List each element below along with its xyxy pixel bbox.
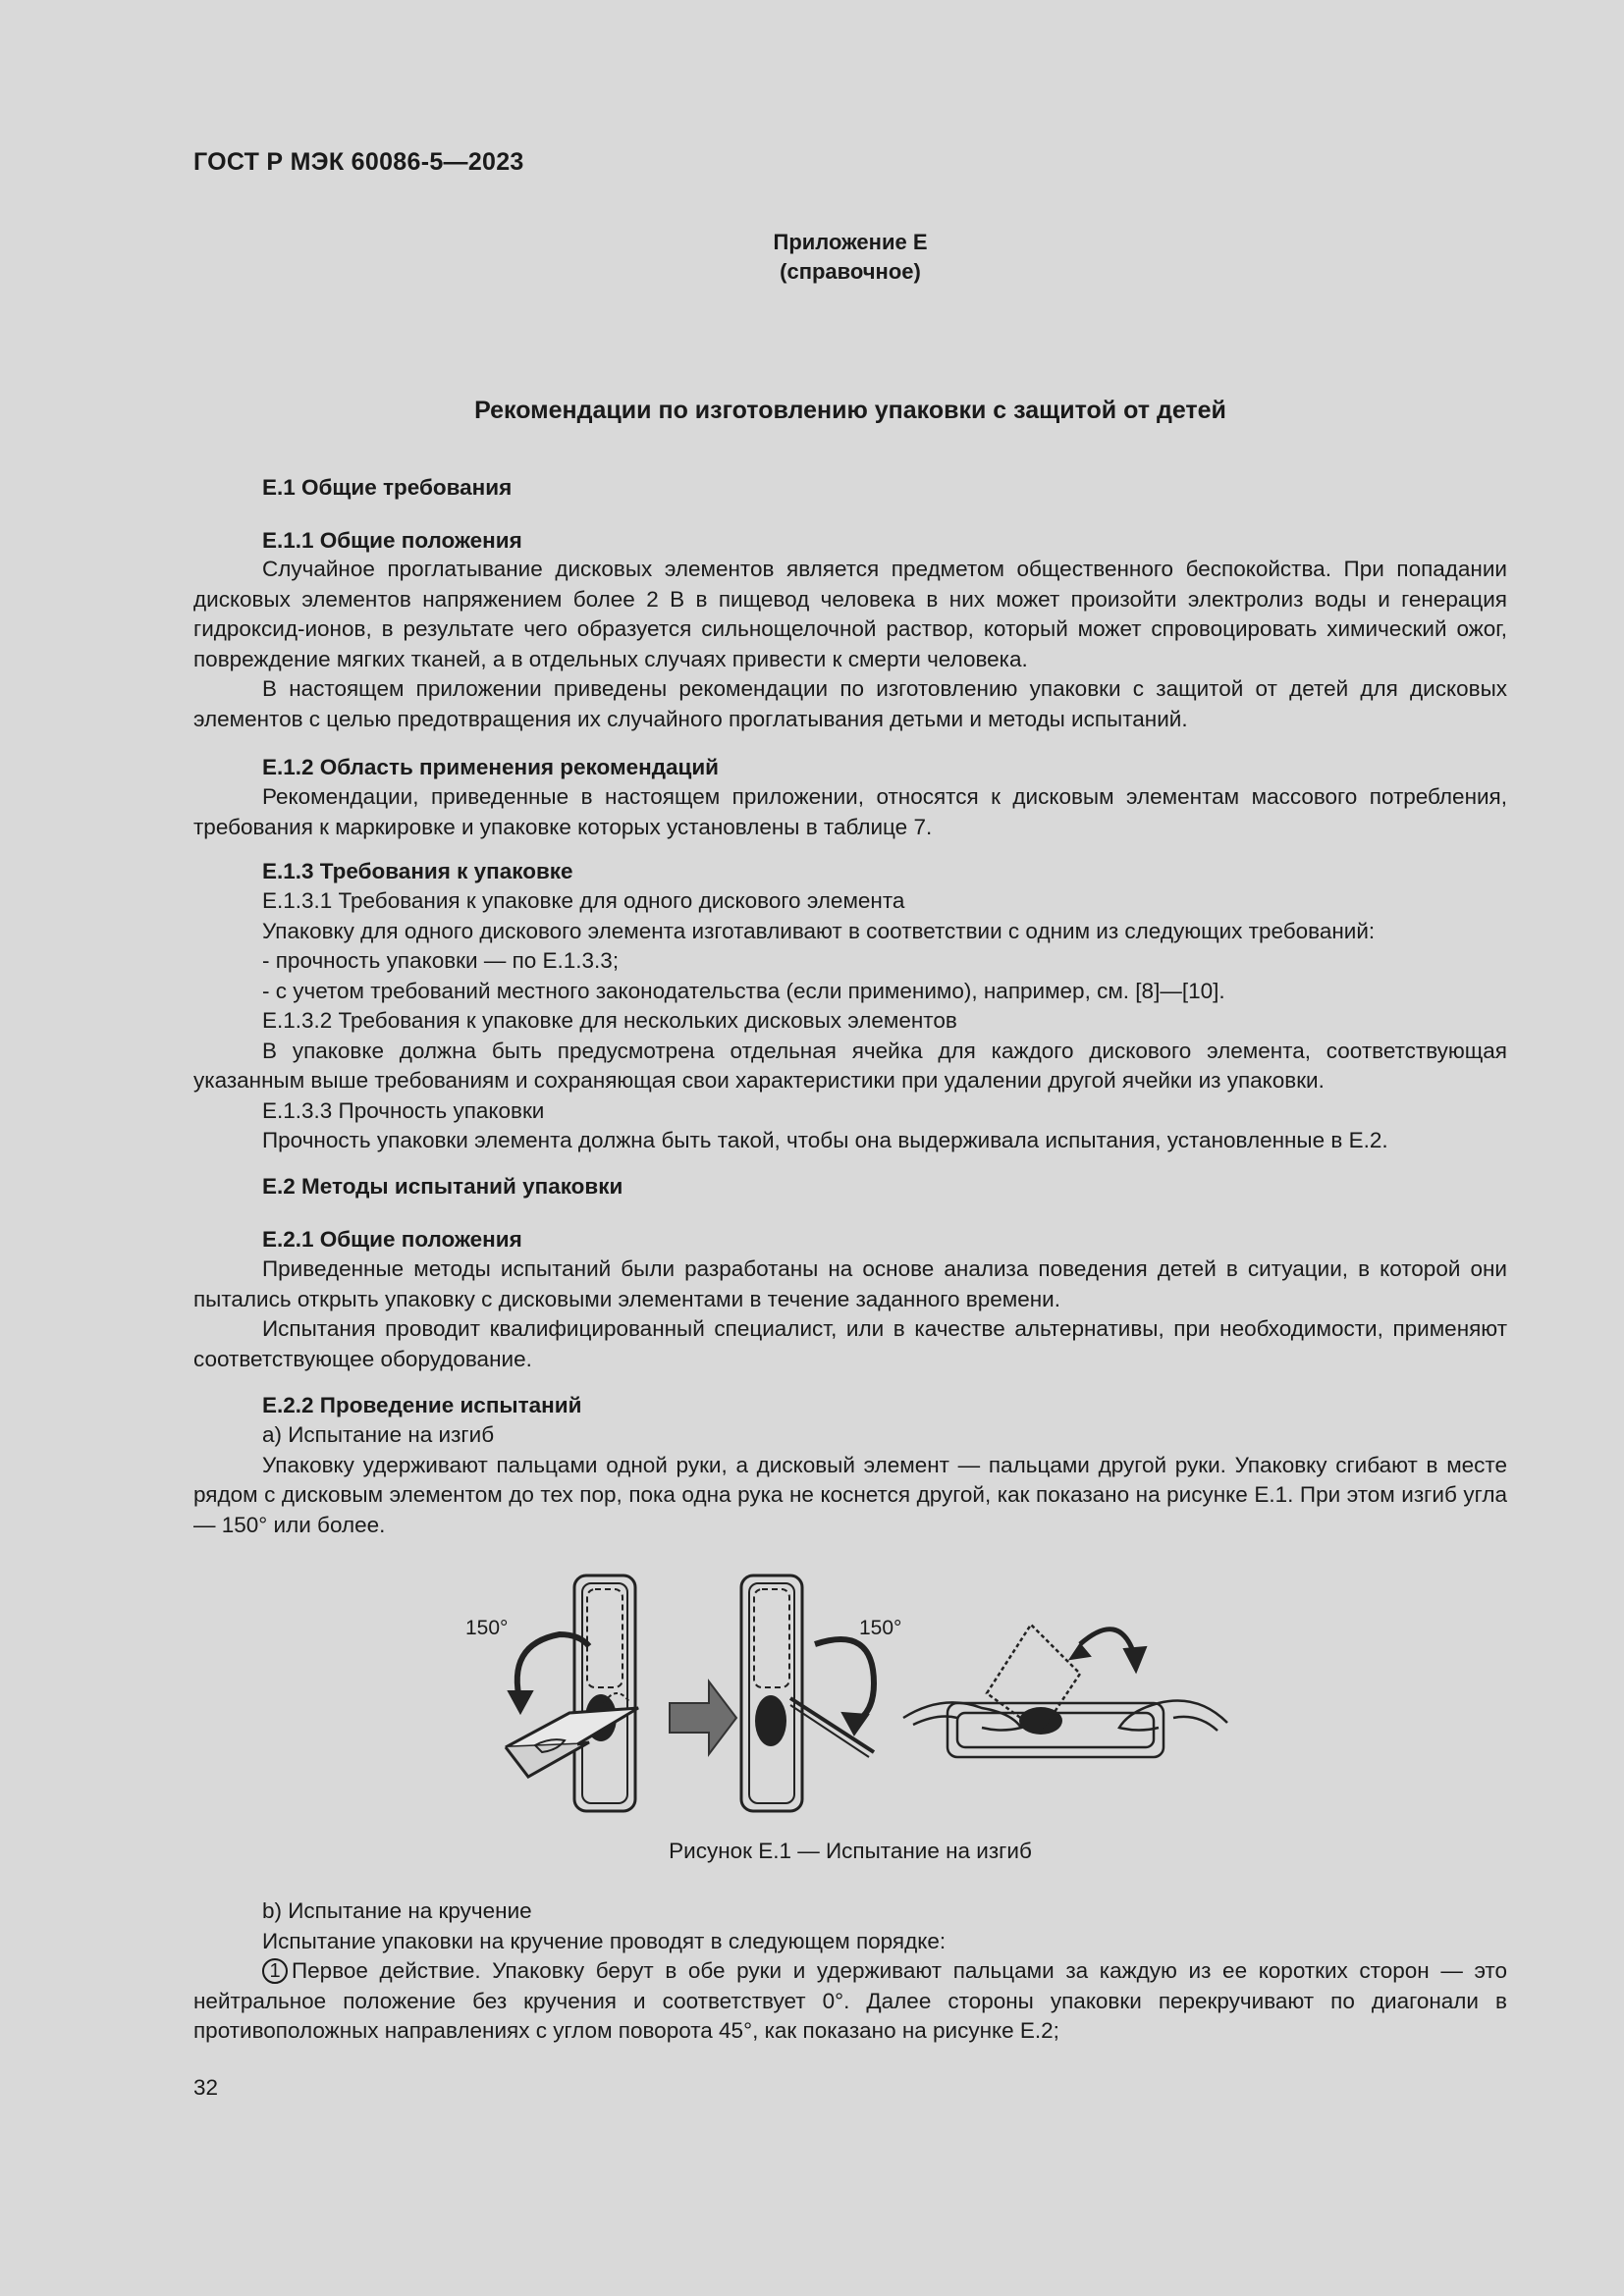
subheading-e22b: b) Испытание на кручение	[262, 1898, 532, 1923]
list-item: - прочность упаковки — по Е.1.3.3;	[262, 948, 620, 973]
heading-e11: Е.1.1 Общие положения	[262, 528, 522, 553]
transition-arrow-icon	[670, 1682, 736, 1754]
subheading-e132: Е.1.3.2 Требования к упаковке для нескольких дисковых элементов	[262, 1008, 957, 1033]
paragraph-text: Первое действие. Упаковку берут в обе руки и удерживают пальцами за каждую из ее коротких сторон — это нейтральное положение без кручения и соответствует 0°. Далее стороны упаковки перекручивают по диагонали в противоположных направлениях с углом поворота 45°, как показано на рисунке Е.2;	[193, 1958, 1507, 2043]
angle-label-right: 150°	[859, 1617, 902, 1639]
figure-caption: Рисунок Е.1 — Испытание на изгиб	[669, 1839, 1032, 1863]
paragraph: Рекомендации, приведенные в настоящем приложении, относятся к дисковым элементам массового потребления, требования к маркировке и упаковке которых установлены в таблице 7.	[193, 784, 1507, 839]
paragraph: Случайное проглатывание дисковых элементов является предметом общественного беспокойства. При попадании дисковых элементов напряжением более 2 В в пищевод человека в них может произойти электролиз воды и генерация гидроксид-ионов, в результате чего образуется сильнощелочной раствор, который может спровоцировать химический ожог, повреждение мягких тканей, а в отдельных случаях привести к смерти человека.	[193, 557, 1507, 671]
page-number: 32	[193, 2075, 219, 2100]
paragraph: В настоящем приложении приведены рекомендации по изготовлению упаковки с защитой от детей для дисковых элементов с целью предотвращения их случайного проглатывания детьми и методы испытаний.	[193, 676, 1507, 731]
heading-e12: Е.1.2 Область применения рекомендаций	[262, 755, 719, 779]
heading-e22: Е.2.2 Проведение испытаний	[262, 1393, 582, 1417]
angle-label-left: 150°	[465, 1617, 509, 1639]
paragraph	[193, 1956, 1507, 2047]
list-item: - с учетом требований местного законодательства (если применимо), например, см. [8]—[10].	[262, 978, 1225, 1003]
paragraph: Прочность упаковки элемента должна быть такой, чтобы она выдерживала испытания, установленные в Е.2.	[262, 1128, 1388, 1152]
heading-e2: Е.2 Методы испытаний упаковки	[262, 1174, 623, 1199]
annex-type: (справочное)	[780, 259, 921, 284]
main-title: Рекомендации по изготовлению упаковки с защитой от детей	[474, 397, 1226, 424]
paragraph: Упаковку удерживают пальцами одной руки, а дисковый элемент — пальцами другой руки. Упаковку сгибают в месте рядом с дисковым элементом до тех пор, пока одна рука не коснется другой, как показано на рисунке Е.1. При этом изгиб угла — 150° или более.	[193, 1452, 1507, 1537]
section-e22b-body	[193, 1896, 1507, 2047]
heading-e1: Е.1 Общие требования	[262, 475, 513, 500]
paragraph: Упаковку для одного дискового элемента изготавливают в соответствии с одним из следующих требований:	[262, 918, 1376, 943]
paragraph: Испытания проводит квалифицированный специалист, или в качестве альтернативы, при необходимости, применяют соответствующее оборудование.	[193, 1316, 1507, 1371]
section-e12-body	[193, 782, 1507, 842]
bend-test-figure	[452, 1566, 1247, 1826]
package-left-illustration	[506, 1575, 638, 1811]
section-e22a-body	[193, 1420, 1507, 1540]
section-e11-body	[193, 555, 1507, 734]
section-e21-body	[193, 1255, 1507, 1374]
document-code: ГОСТ Р МЭК 60086-5—2023	[193, 148, 524, 176]
package-middle-illustration	[741, 1575, 874, 1811]
subheading-e22a: а) Испытание на изгиб	[262, 1422, 495, 1447]
hands-bending-illustration	[903, 1625, 1227, 1757]
subheading-e133: Е.1.3.3 Прочность упаковки	[262, 1097, 545, 1123]
circled-number-one: 1	[262, 1958, 288, 1984]
paragraph: В упаковке должна быть предусмотрена отдельная ячейка для каждого дискового элемента, соответствующая указанным выше требованиям и сохраняющая свои характеристики при удалении другой ячейки из упаковки.	[193, 1038, 1507, 1093]
paragraph: Приведенные методы испытаний были разработаны на основе анализа поведения детей в ситуации, в которой они пытались открыть упаковку с дисковыми элементами в течение заданного времени.	[193, 1256, 1507, 1311]
heading-e13: Е.1.3 Требования к упаковке	[262, 859, 573, 883]
paragraph: Испытание упаковки на кручение проводят в следующем порядке:	[262, 1928, 947, 1953]
annex-title: Приложение Е	[773, 230, 928, 254]
heading-e21: Е.2.1 Общие положения	[262, 1227, 522, 1252]
section-e13-body	[193, 886, 1507, 1156]
subheading-e131: Е.1.3.1 Требования к упаковке для одного дискового элемента	[262, 888, 905, 913]
